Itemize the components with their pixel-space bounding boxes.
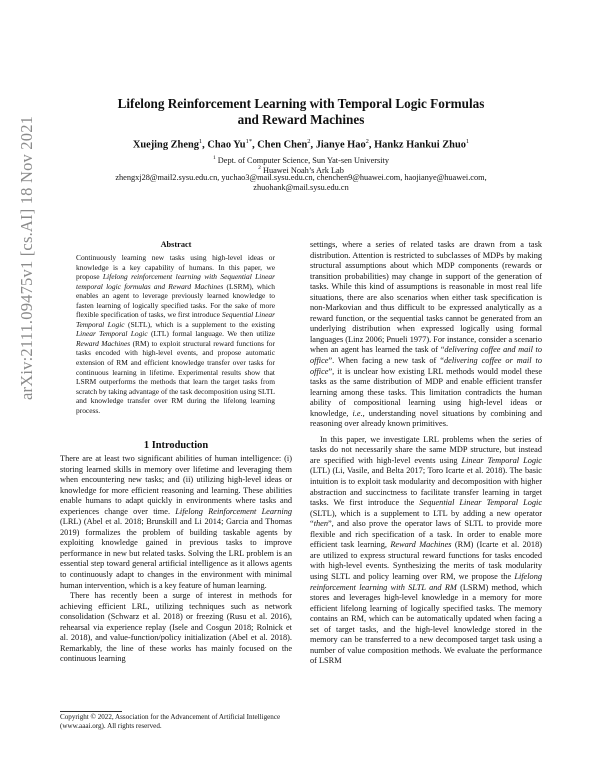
arxiv-identifier: arXiv:2111.09475v1 [cs.AI] 18 Nov 2021 bbox=[17, 115, 36, 400]
paragraph-emphasis: then bbox=[313, 519, 328, 529]
abstract-text: Continuously learning new tasks using high-level ideas or knowledge is a key capability of humans. In this paper, we propose bbox=[76, 253, 275, 282]
emails-line-2: zhuohank@mail.sysu.edu.cn bbox=[253, 183, 349, 193]
paragraph-emphasis: i.e. bbox=[352, 408, 363, 418]
paragraph-text: There are at least two significant abilities of human intelligence: (i) storing learned skills in memory over lifetime and leveraging them when encountering new tasks; and (ii) utilizing high-level ideas or knowledge for more efficient reasoning and learning. These abilities enable humans to adapt quickly in environments where tasks and experiences change over time. bbox=[60, 454, 292, 516]
abstract-text: (LSRM), which enables an agent to leverage previously learned knowledge to fasten learning of logically specified tasks. For the sake of more flexible specification of tasks, we first introduce bbox=[76, 281, 275, 320]
paragraph-text: (RM) (Icarte et al. 2018) are utilized to express structural reward functions for tasks encoded with high-level events. Synthesizing the merits of task modularity using SLTL and policy learning over RM, we propose the bbox=[310, 540, 542, 581]
paragraph-text: , understanding novel situations by combining and reasoning over already known primitives. bbox=[310, 408, 543, 429]
paragraph-emphasis: delivering coffee or mail to office bbox=[310, 356, 542, 376]
author: Chao Yu bbox=[207, 139, 246, 151]
abstract-emphasis: Reward Machines bbox=[76, 338, 131, 348]
title-line-2: and Reward Machines bbox=[237, 112, 365, 127]
paragraph-text: (LTL) (Li, Vasile, and Belta 2017; Toro Icarte et al. 2018). The basic intuition is to exploit task modularity and decomposition with higher abstraction and succinctness to facilitate transfer learning in target tasks. We first introduce the bbox=[310, 466, 542, 508]
paragraph bbox=[310, 435, 542, 667]
paragraph-emphasis: Lifelong reinforcement learning with SLTL and RM bbox=[310, 571, 542, 592]
abstract-emphasis: Lifelong reinforcement learning with Sequential Linear temporal logic formulas and Reward Machines bbox=[76, 272, 275, 291]
affiliation-mark: 2 bbox=[258, 165, 261, 171]
affiliation-text: Huawei Noah’s Ark Lab bbox=[262, 165, 344, 175]
author-list: Xuejing Zheng$^1$, Chao $Yu^{1*}$, Chen Chen$^2$, Jianye Hao$^2$, Hankz Hankui Zhuo$^1$ bbox=[132, 138, 470, 151]
paragraph-emphasis: delivering coffee and mail to office bbox=[310, 345, 543, 366]
paragraph-emphasis: Sequential Linear Temporal Logic bbox=[419, 498, 543, 508]
emails-line-1: zhengxj28@mail2.sysu.edu.cn, yuchao3@mail.sysu.edu.cn, chenchen9@huawei.com, haojianye@huawei.com, bbox=[115, 173, 487, 182]
paragraph-emphasis: Reward Machines bbox=[390, 540, 452, 550]
arxiv-stamp bbox=[4, 115, 36, 595]
author: Chen Chen bbox=[257, 139, 308, 151]
paragraph-text: (LSRM) method, which stores and leverages high-level knowledge in a memory for more efficient lifelong learning of logically specified tasks. The memory contains an RM, which can be automatically updated when facing a set of target tasks, and the high-level knowledge stored in the memory can be transferred to a new decomposed target task using a number of value composition methods. We evaluate the performance of LSRM bbox=[310, 582, 542, 666]
paragraph bbox=[60, 454, 292, 591]
title-line-1: Lifelong Reinforcement Learning with Temporal Logic Formulas bbox=[117, 96, 485, 111]
abstract-heading: Abstract bbox=[160, 240, 192, 249]
abstract-emphasis: Linear Temporal Logic bbox=[76, 329, 148, 339]
paragraph-text: (LRL) (Abel et al. 2018; Brunskill and Li 2014; Garcia and Thomas 2019) formalizes the problem of building taskable agents by exploiting knowledge gained in previous tasks to improve performance in new but related tasks. Solving the LRL problem is an essential step toward general artificial intelligence as it allows agents to continuously adapt to changes in the environment with minimal human intervention, which is a key feature of human learning. bbox=[60, 517, 292, 590]
paragraph-emphasis: Lifelong Reinforcement Learning bbox=[175, 506, 292, 516]
author: Jianye Hao bbox=[315, 139, 366, 151]
author-affiliation-mark: 2 bbox=[365, 138, 369, 145]
paragraph-text: ”. When facing a new task of “ bbox=[328, 356, 444, 366]
paragraph-text: (SLTL), which is a supplement to LTL by adding a new operator “ bbox=[310, 508, 542, 529]
abstract-body bbox=[76, 253, 275, 415]
paper-title bbox=[60, 96, 542, 128]
paragraph-text: ”, and also prove the operator laws of SLTL to provide more flexible and rich specification of a task. In order to enable more efficient task learning, bbox=[310, 519, 542, 550]
paragraph-emphasis: Linear Temporal Logic bbox=[461, 455, 542, 465]
section-heading-introduction: 1 Introduction bbox=[143, 440, 209, 451]
left-column-body bbox=[60, 454, 292, 665]
abstract-text: (LTL) formal language. We then utilize bbox=[147, 329, 275, 339]
author-affiliation-mark: 1 bbox=[198, 138, 203, 145]
author-emails bbox=[60, 173, 542, 193]
author: Hankz Hankui Zhuo bbox=[374, 139, 466, 151]
author: Xuejing Zheng bbox=[132, 139, 199, 151]
affiliation-mark: 1 bbox=[212, 155, 216, 161]
author-affiliation-mark: 1 bbox=[465, 138, 470, 145]
footnote-rule bbox=[60, 711, 122, 712]
paragraph-text: settings, where a series of related tasks are drawn from a task distribution. Attention is restricted to subclasses of MDPs by making structural assumptions about which MDP components (rewards or transition probabilities) may change in support of the generation of tasks. While this kind of assumptions is reasonable in most real life situations, there are also scenarios when either task specification is non-Markovian and thus difficult to be expressed analytically as a reward function, or the sequential tasks cannot be generated from an underlying distribution when expressed logically using formal languages (Linz 2006; Pnueli 1977). For instance, consider a scenario when an agent has learned the task of “ bbox=[310, 240, 542, 355]
right-column-body bbox=[310, 240, 542, 667]
abstract-text: (SLTL), which is a supplement to the existing bbox=[124, 319, 276, 329]
abstract-text: (RM) to exploit structural reward functions for tasks encoded with high-level events, and propose automatic extension of RM and efficient knowledge transfer over tasks for continuous learning in lifetime. Experimental results show that LSRM outperforms the methods that learn the target tasks from scratch by taking advantage of the task decomposition using SLTL and knowledge transfer over RM during the lifelong learning process. bbox=[76, 338, 275, 415]
author-affiliation-mark: 1* bbox=[245, 138, 253, 145]
copyright-footnote: Copyright © 2022, Association for the Advancement of Artificial Intelligence (www.aaai.org). All rights reserved. bbox=[60, 713, 281, 731]
paragraph-text: ”, it is unclear how existing LRL methods would model these tasks as the same distribution of MDP and enable efficient transfer learning among these tasks. This limitation contradicts the human ability of compositional learning using high-level ideas or knowledge, bbox=[310, 366, 542, 418]
author-affiliation-mark: 2 bbox=[307, 138, 311, 145]
affiliation-text: Dept. of Computer Science, Sun Yat-sen University bbox=[217, 155, 390, 165]
paragraph-text: In this paper, we investigate LRL problems when the series of tasks do not necessarily share the same MDP structure, but instead are specified with high-level events using bbox=[310, 434, 542, 465]
paragraph: There has recently been a surge of interest in methods for achieving efficient LRL, utilizing techniques such as network consolidation (Schwarz et al. 2018) or freezing (Rusu et al. 2016), rehearsal via experience replay (Isele and Cosgun 2018; Rolnick et al. 2018), and value-function/policy initialization (Abel et al. 2018). Remarkably, the line of these works has mainly focused on the continuous learning bbox=[60, 591, 292, 664]
paragraph bbox=[310, 240, 542, 430]
abstract-emphasis: Sequential Linear Temporal Logic bbox=[76, 310, 275, 329]
